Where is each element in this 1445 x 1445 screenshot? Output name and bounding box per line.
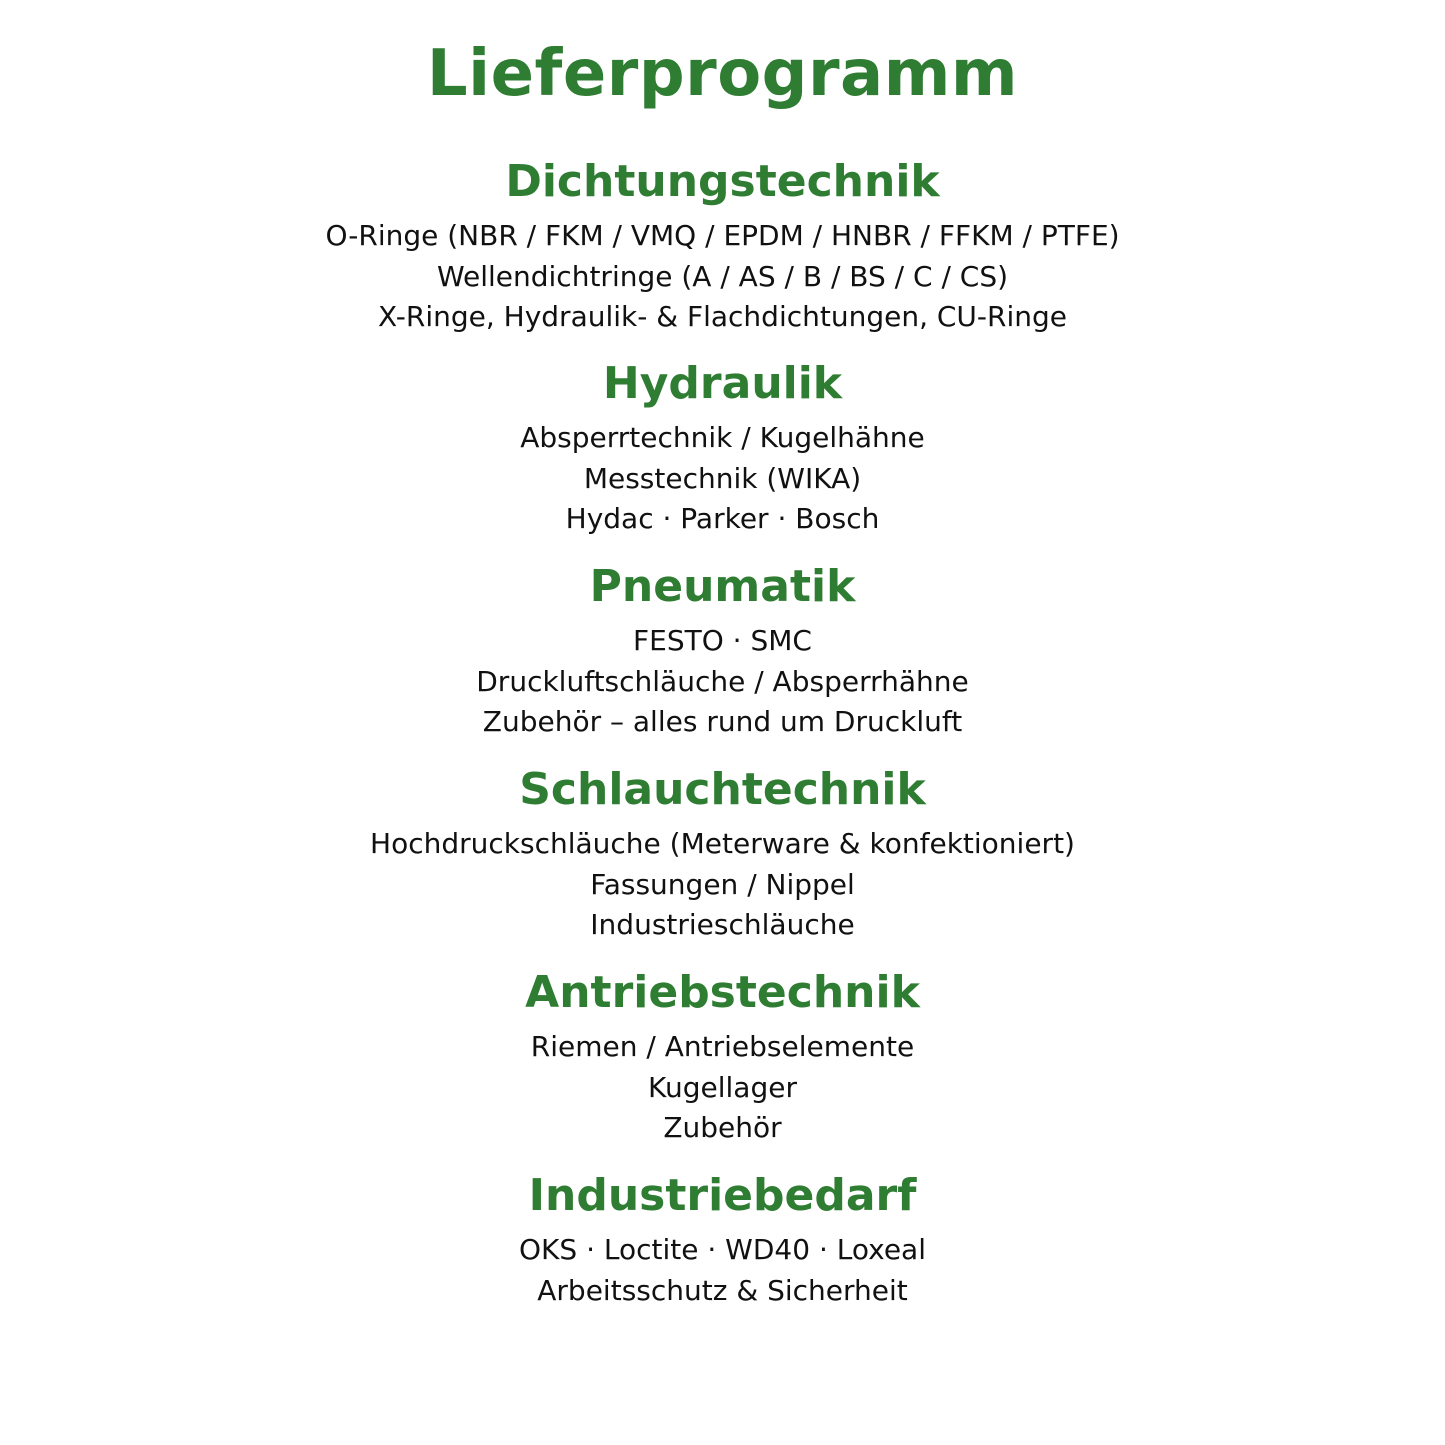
list-item: FESTO · SMC: [633, 624, 812, 657]
list-item: Kugellager: [648, 1070, 797, 1104]
section-heading: Hydraulik: [602, 358, 843, 409]
list-item: X-Ringe, Hydraulik- & Flachdichtungen, CU-Ringe: [377, 300, 1068, 333]
list-item: Wellendichtringe (A / AS / B / BS / C / CS): [436, 259, 1009, 293]
list-item: Hochdruckschläuche (Meterware & konfektioniert): [370, 827, 1075, 860]
section-schlauchtechnik: [0, 764, 1445, 946]
item-list: [0, 621, 1445, 743]
list-item: Absperrtechnik / Kugelhähne: [520, 421, 925, 454]
section-antriebstechnik: [0, 967, 1445, 1149]
list-item: O-Ringe (NBR / FKM / VMQ / EPDM / HNBR / FFKM / PTFE): [325, 219, 1120, 252]
section-dichtungstechnik: [0, 156, 1445, 338]
list-item: Druckluftschläuche / Absperrhähne: [476, 664, 969, 698]
section-hydraulik: [0, 358, 1445, 540]
section-heading: Antriebstechnik: [525, 967, 920, 1018]
section-heading: Industriebedarf: [528, 1170, 917, 1221]
list-item: Riemen / Antriebselemente: [530, 1030, 915, 1063]
item-list: [0, 824, 1445, 946]
item-list: [0, 216, 1445, 338]
list-item: Fassungen / Nippel: [590, 867, 855, 901]
list-item: Hydac · Parker · Bosch: [565, 502, 880, 535]
section-industriebedarf: [0, 1170, 1445, 1311]
section-heading: Pneumatik: [589, 561, 856, 612]
list-item: Messtechnik (WIKA): [583, 461, 862, 495]
section-pneumatik: [0, 561, 1445, 743]
list-item: Industrieschläuche: [590, 908, 855, 941]
list-item: Zubehör: [663, 1111, 782, 1144]
item-list: [0, 1230, 1445, 1311]
item-list: [0, 418, 1445, 540]
section-heading: Dichtungstechnik: [505, 156, 940, 207]
item-list: [0, 1027, 1445, 1149]
page-title: Lieferprogramm: [426, 37, 1019, 111]
list-item: Zubehör – alles rund um Druckluft: [482, 705, 963, 738]
list-item: OKS · Loctite · WD40 · Loxeal: [519, 1233, 926, 1266]
section-heading: Schlauchtechnik: [519, 764, 926, 815]
list-item: Arbeitsschutz & Sicherheit: [537, 1273, 908, 1307]
